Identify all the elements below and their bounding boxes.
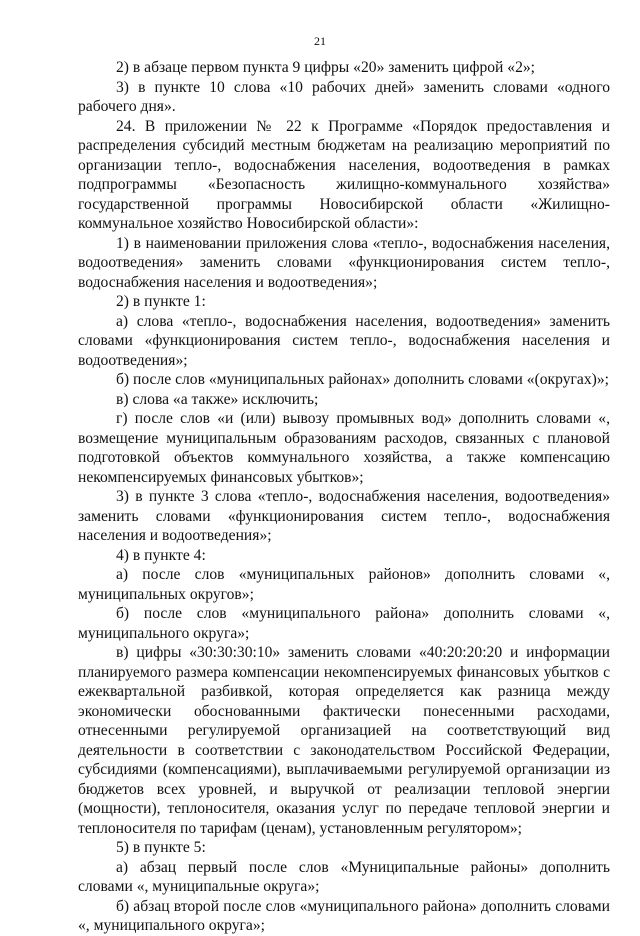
- paragraph-24-3: 3) в пункте 3 слова «тепло-, водоснабжения населения, водоотведения» заменить словами «функционирования систем тепло-, водоснабжения населения и водоотведения»;: [78, 488, 610, 544]
- paragraph-24-4-a: а) после слов «муниципальных районов» дополнить словами «, муниципальных округов»;: [78, 566, 610, 603]
- paragraph-24-2: 2) в пункте 1:: [116, 293, 206, 310]
- paragraph-24-4-b: б) после слов «муниципального района» дополнить словами «, муниципального округа»;: [78, 605, 610, 642]
- paragraph-24-1: 1) в наименовании приложения слова «тепло-, водоснабжения населения, водоотведения» заменить словами «функционирования систем тепло-, водоснабжения населения и водоотведения»;: [78, 234, 610, 291]
- paragraph-24-2-v: в) слова «а также» исключить;: [116, 390, 319, 408]
- paragraph-24-2-b: б) после слов «муниципальных районах» дополнить словами «(округах)»;: [116, 371, 609, 388]
- paragraph-24-5: 5) в пункте 5:: [116, 839, 206, 856]
- paragraph-24-5-b: б) абзац второй после слов «муниципального района» дополнить словами «, муниципального округа»;: [78, 897, 610, 934]
- paragraph-24-5-a: а) абзац первый после слов «Муниципальные районы» дополнить словами «, муниципальные округа»;: [78, 858, 610, 895]
- paragraph-2-9: 2) в абзаце первом пункта 9 цифры «20» заменить цифрой «2»;: [116, 59, 536, 76]
- document-body: [78, 58, 610, 936]
- paragraph-24-4: 4) в пункте 4:: [116, 546, 206, 564]
- paragraph-3-10: 3) в пункте 10 слова «10 рабочих дней» заменить словами «одного рабочего дня».: [78, 78, 610, 115]
- paragraph-24-2-g: г) после слов «и (или) вывозу промывных вод» дополнить словами «, возмещение муниципальным образованиям расходов, связанных с плановой подготовкой объектов коммунального хозяйства, а также компенсацию некомпенсируемых финансовых убытков»;: [78, 410, 610, 486]
- page-number: 21: [314, 34, 326, 48]
- paragraph-24: 24. В приложении № 22 к Программе «Порядок предоставления и распределения субсидий местным бюджетам на реализацию мероприятий по организации тепло-, водоснабжения населения, водоотведения в рамках подпрограммы «Безопасность жилищно-коммунального хозяйства» государственной программы Новосибирской области «Жилищно-коммунальное хозяйство Новосибирской области»:: [78, 117, 610, 232]
- paragraph-24-2-a: а) слова «тепло-, водоснабжения населения, водоотведения» заменить словами «функционирования систем тепло-, водоснабжения населения и водоотведения»;: [78, 312, 610, 369]
- paragraph-24-4-v: в) цифры «30:30:30:10» заменить словами «40:20:20:20 и информации планируемого размера компенсации некомпенсируемых финансовых убытков с ежеквартальной разбивкой, которая определяется как разница между экономически обоснованными фактически понесенными расходами, отнесенными регулируемой организацией на соответствующий вид деятельности в соответствии с законодательством Российской Федерации, субсидиями (компенсациями), выплачиваемыми регулируемой организации из бюджетов всех уровней, и выручкой от реализации тепловой энергии (мощности), теплоносителя, оказания услуг по передаче тепловой энергии и теплоносителя по тарифам (ценам), установленным регулятором»;: [78, 644, 610, 837]
